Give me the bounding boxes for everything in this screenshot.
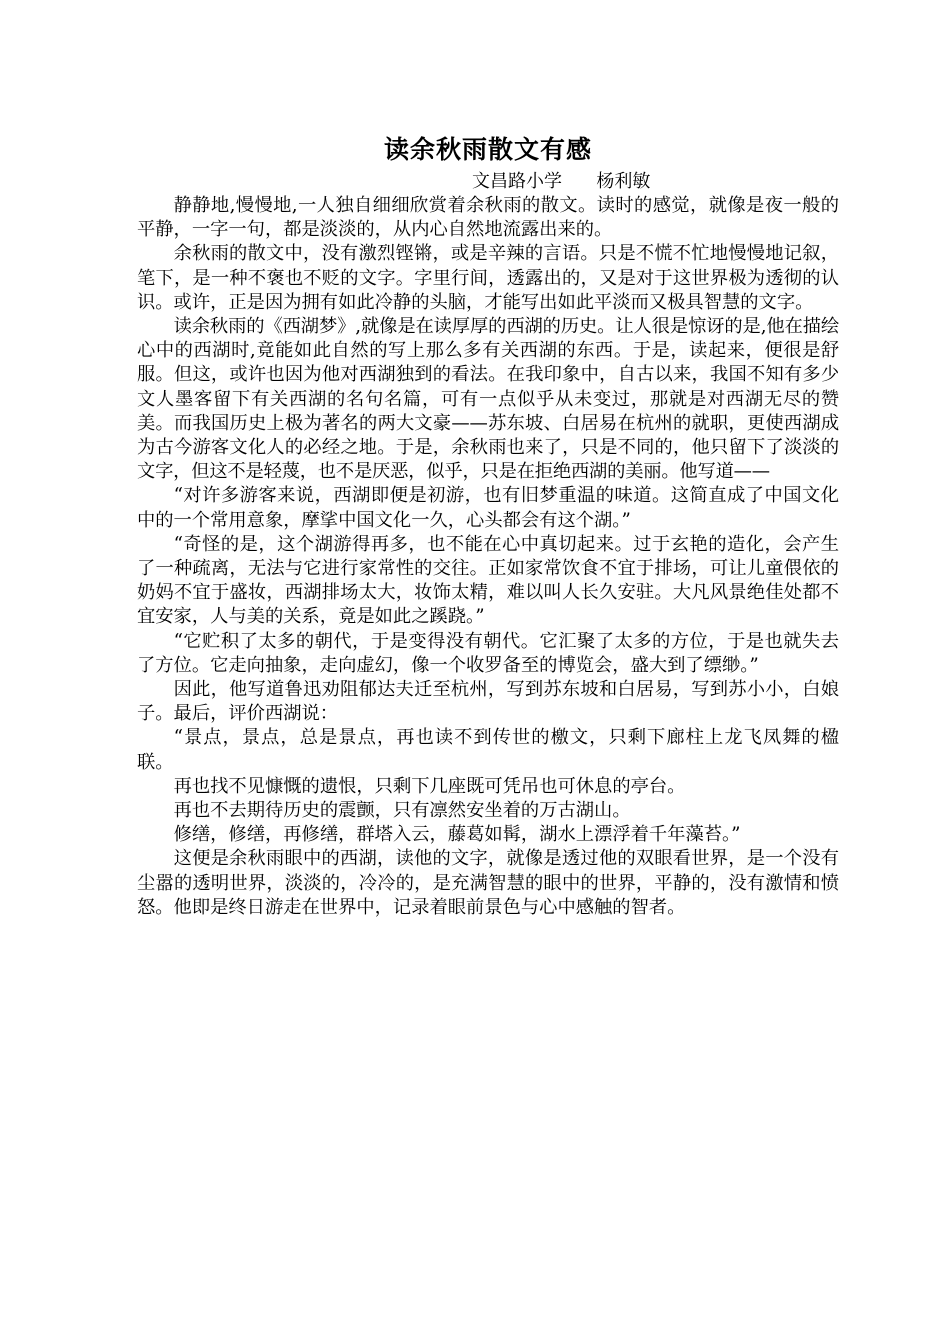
paragraph-5: 这便是余秋雨眼中的西湖，读他的文字，就像是透过他的双眼看世界，是一个没有尘嚣的透明世界，淡淡的，冷冷的，是充满智慧的眼中的世界，平静的，没有激情和愤怒。他即是终日游走在世界中，记录着眼前景色与心中感触的智者。 [137, 848, 839, 918]
document-title: 读余秋雨散文有感 [383, 135, 592, 164]
quote-paragraph-5: 再也找不见慷慨的遗恨，只剩下几座既可凭吊也可休息的亭台。 [173, 775, 686, 797]
quote-paragraph-2: “奇怪的是，这个湖游得再多，也不能在心中真切起来。过于玄艳的造化，会产生了一种疏离，无法与它进行家常性的交往。正如家常饮食不宜于排场，可让儿童偎依的奶妈不宜于盛妆，西湖排场太大，妆饰太精，难以叫人长久安驻。大凡风景绝佳处都不宜安家，人与美的关系，竟是如此之蹊跷。” [137, 533, 839, 628]
document-page [137, 130, 839, 920]
quote-paragraph-6: 再也不去期待历史的震颤，只有凛然安坐着的万古湖山。 [173, 800, 631, 822]
author-byline: 文昌路小学 杨利敏 [472, 171, 651, 192]
quote-paragraph-1: “对许多游客来说，西湖即便是初游，也有旧梦重温的味道。这简直成了中国文化中的一个常用意象，摩挲中国文化一久，心头都会有这个湖。” [137, 485, 839, 531]
paragraph-2: 余秋雨的散文中，没有激烈铿锵，或是辛辣的言语。只是不慌不忙地慢慢地记叙，笔下，是一种不褒也不贬的文字。字里行间，透露出的，又是对于这世界极为透彻的认识。或许，正是因为拥有如此冷静的头脑，才能写出如此平淡而又极具智慧的文字。 [137, 243, 839, 313]
paragraph-3: 读余秋雨的《西湖梦》,就像是在读厚厚的西湖的历史。让人很是惊讶的是,他在描绘心中的西湖时,竟能如此自然的写上那么多有关西湖的东西。于是，读起来，便很是舒服。但这，或许也因为他对西湖独到的看法。在我印象中，自古以来，我国不知有多少文人墨客留下有关西湖的名句名篇，可有一点似乎从未变过，那就是对西湖无尽的赞美。而我国历史上极为著名的两大文豪——苏东坡、白居易在杭州的就职，更使西湖成为古今游客文化人的必经之地。于是，余秋雨也来了，只是不同的，他只留下了淡淡的文字，但这不是轻蔑，也不是厌恶，似乎，只是在拒绝西湖的美丽。他写道—— [137, 316, 839, 483]
quote-paragraph-3: “它贮积了太多的朝代，于是变得没有朝代。它汇聚了太多的方位，于是也就失去了方位。它走向抽象，走向虚幻，像一个收罗备至的博览会，盛大到了缥缈。” [137, 630, 839, 676]
quote-paragraph-7: 修缮，修缮，再修缮，群塔入云，藤葛如髯，湖水上漂浮着千年藻苔。” [173, 824, 741, 846]
paragraph-1: 静静地,慢慢地,一人独自细细欣赏着余秋雨的散文。读时的感觉，就像是夜一般的平静，一字一句，都是淡淡的，从内心自然地流露出来的。 [137, 195, 839, 241]
paragraph-4: 因此，他写道鲁迅劝阻郁达夫迁至杭州，写到苏东坡和白居易，写到苏小小，白娘子。最后，评价西湖说： [137, 679, 839, 725]
quote-paragraph-4: “景点，景点，总是景点，再也读不到传世的檄文，只剩下廊柱上龙飞凤舞的楹联。 [137, 727, 839, 773]
